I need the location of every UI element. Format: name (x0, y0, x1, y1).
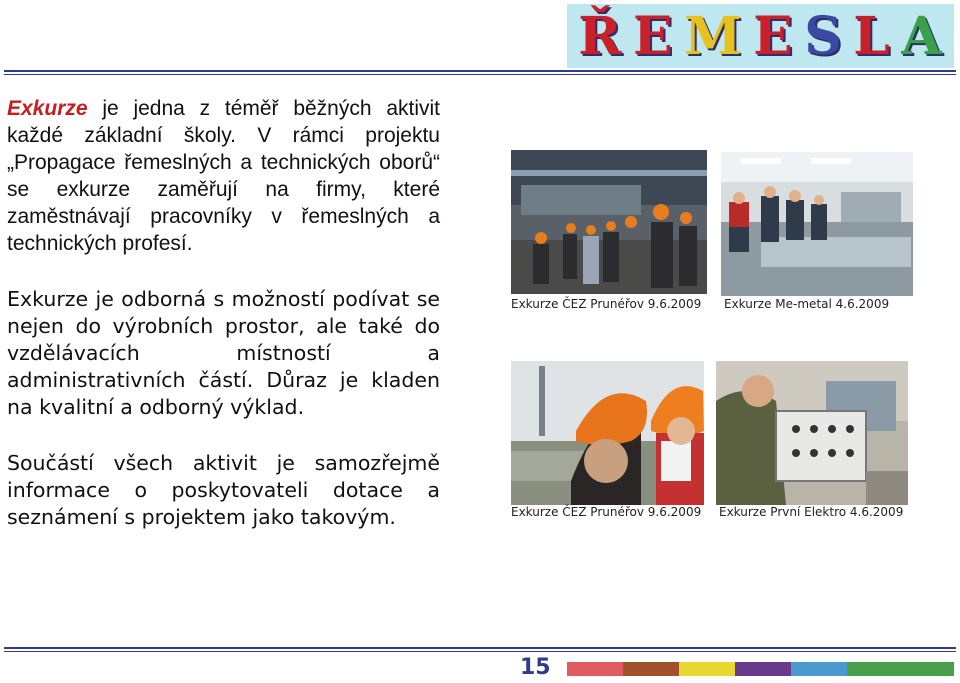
header-rule (4, 70, 956, 72)
footer-rule (4, 647, 956, 649)
footer-color-bar (735, 662, 791, 676)
caption-photo-1: Exkurze ČEZ Prunéřov 9.6.2009 (511, 297, 702, 311)
header-rule-thin (4, 74, 956, 75)
caption-photo-2: Exkurze Me-metal 4.6.2009 (724, 297, 890, 311)
logo-letter: E (753, 5, 794, 67)
photo-elektro-panel (716, 361, 908, 505)
third-paragraph: Součástí všech aktivit je samozřejmě informace o poskytovateli dotace a seznámení s projektem jako takovým. (7, 451, 440, 529)
logo-letter: A (901, 5, 943, 67)
page-number: 15 (520, 655, 551, 680)
logo-letter: L (853, 5, 891, 67)
logo-letter: Ř (578, 5, 623, 67)
remesla-logo (567, 4, 954, 68)
photo-me-metal-workshop (721, 152, 913, 296)
footer-color-bar (567, 662, 623, 676)
caption-photo-3: Exkurze ČEZ Prunéřov 9.6.2009 (511, 505, 702, 519)
footer-color-bar (847, 662, 954, 676)
intro-paragraph (7, 95, 440, 257)
logo-letter: S (804, 5, 843, 67)
footer-rule-thin (4, 651, 956, 652)
highlight-word: Exkurze (7, 97, 88, 120)
second-paragraph: Exkurze je odborná s možností podívat se nejen do výrobních prostor, ale také do vzdělávacích místností a administrativních částí. Důraz je kladen na kvalitní a odborný výklad. (7, 287, 440, 419)
intro-text: je jedna z téměř běžných aktivit každé základní školy. V rámci projektu „Propagace řemeslných a technických oborů“ se exkurze zaměřují na firmy, které zaměstnávají pracovníky v řemeslných a technických profesí. (7, 97, 440, 255)
photo-cez-helmets (511, 361, 704, 505)
footer-color-bar (623, 662, 679, 676)
footer-color-bar (791, 662, 847, 676)
logo-letter: M (684, 5, 743, 67)
caption-photo-4: Exkurze První Elektro 4.6.2009 (719, 505, 904, 519)
footer-color-bar (679, 662, 735, 676)
logo-letter: E (632, 5, 674, 67)
photo-cez-hall (511, 150, 707, 294)
